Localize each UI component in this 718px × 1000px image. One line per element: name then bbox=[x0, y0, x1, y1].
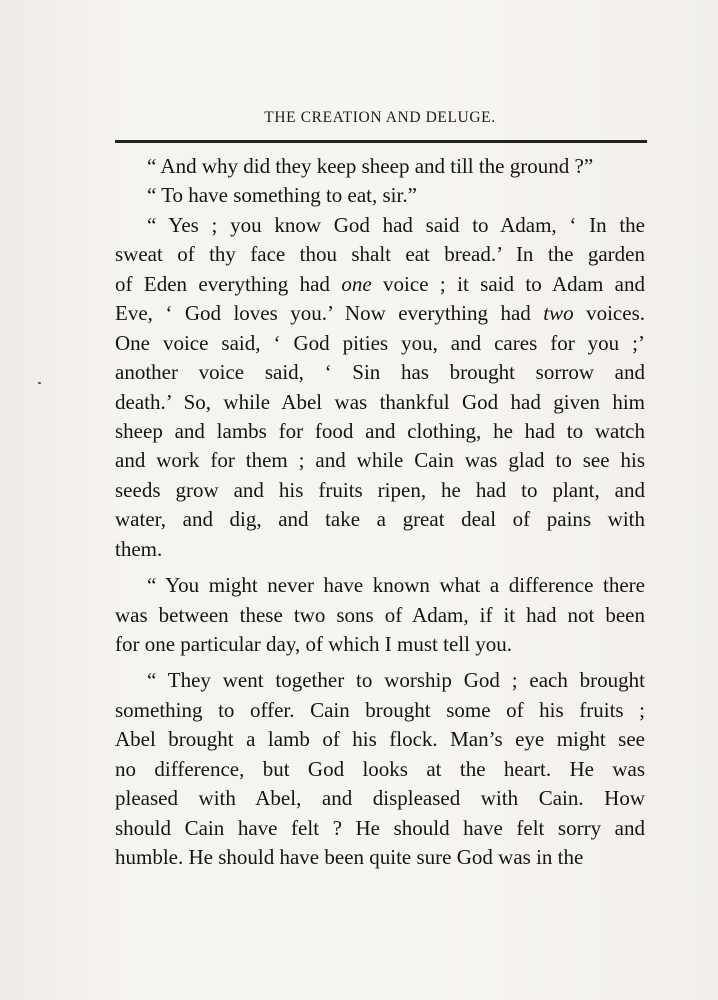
running-head: THE CREATION AND DELUGE. bbox=[264, 109, 496, 126]
text-line: humble. He should have been quite sure God was in the bbox=[115, 845, 584, 870]
text-line: no difference, but God looks at the heart. He was bbox=[115, 756, 645, 781]
text-line: One voice said, ‘ God pities you, and cares for you ;’ bbox=[115, 330, 645, 355]
paragraph-gap bbox=[115, 659, 645, 666]
paragraph bbox=[115, 152, 645, 181]
text-line: “ They went together to worship God ; each brought bbox=[147, 668, 645, 693]
text-line: death.’ So, while Abel was thankful God had given him bbox=[115, 389, 645, 414]
emphasis: one bbox=[341, 271, 372, 296]
text-line: sheep and lambs for food and clothing, he had to watch bbox=[115, 418, 645, 443]
paragraph bbox=[115, 571, 645, 659]
text-line: and work for them ; and while Cain was glad to see his bbox=[115, 448, 645, 473]
text-line: “ Yes ; you know God had said to Adam, ‘ In the bbox=[147, 212, 645, 237]
text-line: “ And why did they keep sheep and till the ground ?” bbox=[147, 154, 594, 178]
text-line: Abel brought a lamb of his flock. Man’s eye might see bbox=[115, 727, 645, 752]
text-line: for one particular day, of which I must tell you. bbox=[115, 632, 512, 656]
emphasis: two bbox=[543, 301, 574, 326]
text-line: was between these two sons of Adam, if it had not been bbox=[115, 602, 645, 627]
paragraph bbox=[115, 211, 645, 564]
text-line: Eve, ‘ God loves you.’ Now everything had two voices. bbox=[115, 301, 645, 326]
text-line: them. bbox=[115, 536, 163, 561]
text-line: sweat of thy face thou shalt eat bread.’ In the garden bbox=[115, 242, 645, 267]
text-line: seeds grow and his fruits ripen, he had to plant, and bbox=[115, 477, 645, 502]
header-rule bbox=[115, 140, 647, 143]
paragraph bbox=[115, 181, 645, 210]
ink-speck bbox=[38, 382, 41, 384]
body-text bbox=[115, 152, 645, 873]
text-line: “ You might never have known what a difference there bbox=[147, 573, 645, 598]
paragraph-gap bbox=[115, 564, 645, 571]
text-line: of Eden everything had one voice ; it said to Adam and bbox=[115, 271, 645, 296]
text-line: water, and dig, and take a great deal of pains with bbox=[115, 507, 645, 532]
text-line: pleased with Abel, and displeased with Cain. How bbox=[115, 786, 645, 811]
text-line: “ To have something to eat, sir.” bbox=[147, 183, 417, 208]
text-line: another voice said, ‘ Sin has brought sorrow and bbox=[115, 360, 645, 385]
text-line: something to offer. Cain brought some of his fruits ; bbox=[115, 697, 645, 722]
text-line: should Cain have felt ? He should have felt sorry and bbox=[115, 815, 645, 840]
paragraph bbox=[115, 666, 645, 872]
